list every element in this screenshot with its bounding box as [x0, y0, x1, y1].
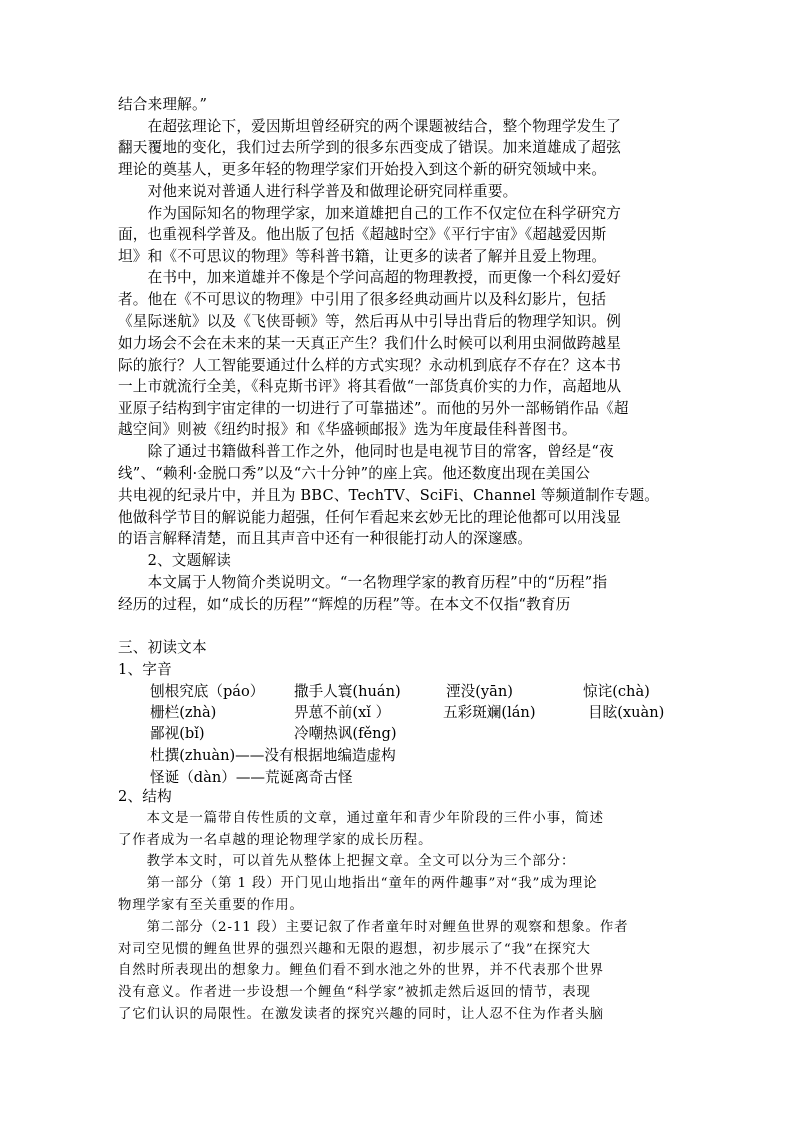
- text-line: 结合来理解。”: [118, 96, 208, 113]
- text-line: 越空间》则被《纽约时报》和《华盛顿邮报》选为年度最佳科普图书。: [118, 421, 577, 438]
- vocab-item: 栅栏(zhà): [150, 704, 217, 721]
- text-line: 共电视的纪录片中，并且为 BBC、TechTV、SciFi、Channel 等频道制作专题。: [118, 487, 660, 504]
- vocab-item: 刨根究底（páo）: [150, 683, 265, 700]
- section-subheading: 2、文题解读: [118, 552, 232, 569]
- text-line: 线”、“赖利·金脱口秀”以及“六十分钟”的座上宾。他还数度出现在美国公: [118, 465, 591, 482]
- text-line: 物理学家有至关重要的作用。: [118, 898, 304, 913]
- vocab-item: 目眩(xuàn): [588, 704, 665, 721]
- text-line: 第一部分（第 1 段）开门见山地指出“童年的两件趣事”对“我”成为理论: [118, 876, 598, 891]
- text-line: 一上市就流行全美，《科克斯书评》将其看做“一部货真价实的力作，高超地从: [118, 378, 622, 395]
- text-line: 对他来说对普通人进行科学普及和做理论研究同样重要。: [118, 183, 518, 200]
- text-line: 者。他在《不可思议的物理》中引用了很多经典动画片以及科幻影片，包括: [118, 291, 607, 308]
- text-line: 了作者成为一名卓越的理论物理学家的成长历程。: [118, 833, 433, 848]
- vocab-item: 湮没(yān): [446, 683, 513, 700]
- vocab-item: 杜撰(zhuàn)——没有根据地编造虚构: [150, 747, 396, 764]
- text-line: 除了通过书籍做科普工作之外，他同时也是电视节目的常客，曾经是“夜: [118, 443, 614, 460]
- text-line: 的语言解释清楚，而且其声音中还有一种很能打动人的深邃感。: [118, 530, 533, 547]
- text-line: 本文是一篇带自传性质的文章，通过童年和青少年阶段的三件小事，简述: [118, 811, 604, 826]
- vocab-item: 怪诞（dàn）——荒诞离奇古怪: [150, 769, 353, 786]
- vocab-item: 撒手人寰(huán): [294, 683, 401, 700]
- text-line: 教学本文时，可以首先从整体上把握文章。全文可以分为三个部分：: [118, 854, 576, 869]
- section-heading: 三、初读文本: [118, 639, 207, 656]
- text-line: 际的旅行？人工智能要通过什么样的方式实现？永动机到底存不存在？这本书: [118, 357, 621, 374]
- text-line: 没有意义。作者进一步设想一个鲤鱼“科学家”被抓走然后返回的情节，表现: [118, 985, 591, 1000]
- vocab-item: 惊诧(chà): [583, 683, 650, 700]
- section-subheading: 2、结构: [118, 788, 172, 805]
- text-line: 如力场会不会在未来的某一天真正产生？我们什么时候可以利用虫洞做跨越星: [118, 335, 621, 352]
- text-line: 经历的过程，如“成长的历程”“辉煌的历程”等。在本文不仅指“教育历: [118, 596, 571, 613]
- text-line: 他做科学节目的解说能力超强，任何乍看起来玄妙无比的理论他都可以用浅显: [118, 509, 621, 526]
- vocab-item: 冷嘲热讽(fěng): [294, 725, 397, 742]
- text-line: 亚原子结构到宇宙定律的一切进行了可靠描述”。而他的另外一部畅销作品《超: [118, 400, 629, 417]
- text-line: 《星际迷航》以及《飞侠哥顿》等，然后再从中引导出背后的物理学知识。例: [118, 313, 621, 330]
- text-line: 第二部分（2-11 段）主要记叙了作者童年时对鲤鱼世界的观察和想象。作者: [118, 920, 629, 935]
- text-line: 了它们认识的局限性。在激发读者的探究兴趣的同时，让人忍不住为作者头脑: [118, 1007, 604, 1022]
- vocab-item: 畀葸不前(xǐ ）: [294, 704, 391, 721]
- vocab-item: 鄙视(bǐ): [150, 725, 205, 742]
- text-line: 对司空见惯的鲤鱼世界的强烈兴趣和无限的遐想，初步展示了“我”在探究大: [118, 942, 591, 957]
- text-line: 理论的奠基人，更多年轻的物理学家们开始投入到这个新的研究领域中来。: [118, 161, 607, 178]
- text-line: 翻天覆地的变化，我们过去所学到的很多东西变成了错误。加来道雄成了超弦: [118, 139, 621, 156]
- text-line: 在超弦理论下，爱因斯坦曾经研究的两个课题被结合，整个物理学发生了: [118, 118, 621, 135]
- text-line: 作为国际知名的物理学家，加来道雄把自己的工作不仅定位在科学研究方: [118, 205, 621, 222]
- text-line: 在书中，加来道雄并不像是个学问高超的物理教授，而更像一个科幻爱好: [118, 269, 621, 286]
- text-line: 本文属于人物简介类说明文。“一名物理学家的教育历程”中的“历程”指: [118, 574, 608, 591]
- text-line: 自然时所表现出的想象力。鲤鱼们看不到水池之外的世界，并不代表那个世界: [118, 963, 604, 978]
- text-line: 坦》和《不可思议的物理》等科普书籍，让更多的读者了解并且爱上物理。: [118, 248, 607, 265]
- text-line: 面，也重视科学普及。他出版了包括《超越时空》《平行宇宙》《超越爱因斯: [118, 226, 607, 243]
- vocab-item: 五彩斑斓(lán): [443, 704, 536, 721]
- section-subheading: 1、字音: [118, 661, 172, 678]
